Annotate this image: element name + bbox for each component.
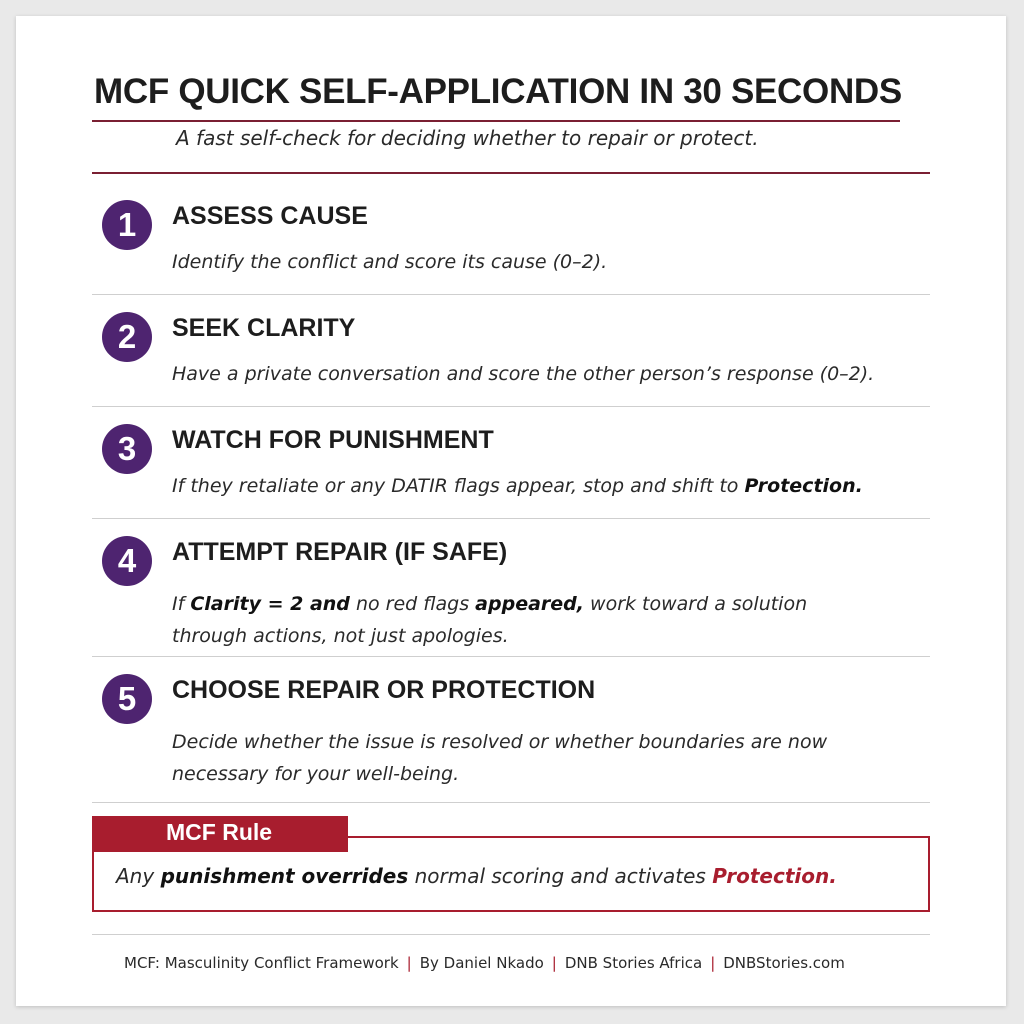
page-title: MCF QUICK SELF-APPLICATION IN 30 SECONDS (94, 72, 902, 111)
subtitle-divider (92, 172, 930, 174)
footer-framework: MCF: Masculinity Conflict Framework (124, 954, 399, 972)
step-divider (92, 802, 930, 803)
footer-credits (124, 954, 845, 972)
mcf-rule-text: Any punishment overrides normal scoring and activates Protection. (116, 864, 837, 888)
step-title: ASSESS CAUSE (172, 202, 368, 230)
footer-separator: | (406, 954, 412, 972)
step-divider (92, 656, 930, 657)
step-description: Identify the conflict and score its cause (0–2). (172, 251, 608, 273)
footer-publisher: DNB Stories Africa (564, 954, 703, 972)
step-divider (92, 406, 930, 407)
step-number-badge: 1 (102, 200, 152, 250)
step-divider (92, 518, 930, 519)
step-number-badge: 2 (102, 312, 152, 362)
step-title: CHOOSE REPAIR OR PROTECTION (172, 676, 596, 704)
footer-divider (92, 934, 930, 935)
step-description: Decide whether the issue is resolved or whether boundaries are now necessary for your well-being. (172, 731, 828, 785)
infographic-card (16, 16, 1006, 1006)
footer-separator: | (551, 954, 557, 972)
step-title: SEEK CLARITY (172, 314, 356, 342)
step-description: Have a private conversation and score the other person’s response (0–2). (172, 363, 875, 385)
step-divider (92, 294, 930, 295)
footer-separator: | (710, 954, 716, 972)
step-description: If Clarity = 2 and no red flags appeared, work toward a solution through actions, not just apologies. (172, 593, 808, 647)
mcf-rule-label: MCF Rule (166, 819, 273, 845)
step-description: If they retaliate or any DATIR flags appear, stop and shift to Protection. (172, 475, 863, 497)
step-number-badge: 4 (102, 536, 152, 586)
step-number-badge: 3 (102, 424, 152, 474)
title-divider (92, 120, 900, 122)
step-title: ATTEMPT REPAIR (IF SAFE) (172, 538, 508, 566)
footer-website: DNBStories.com (723, 954, 845, 972)
page-subtitle: A fast self-check for deciding whether to repair or protect. (176, 126, 759, 150)
step-title: WATCH FOR PUNISHMENT (172, 426, 494, 454)
step-number-badge: 5 (102, 674, 152, 724)
footer-author: By Daniel Nkado (419, 954, 544, 972)
